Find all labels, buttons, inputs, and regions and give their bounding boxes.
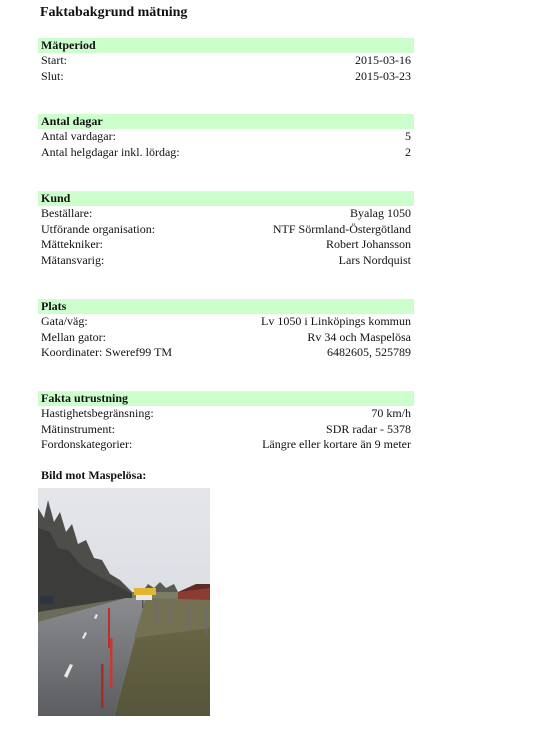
section-heading: Kund	[38, 191, 414, 206]
info-row-koordinater	[38, 345, 414, 361]
road-photo	[38, 488, 210, 716]
info-row-vardagar	[38, 129, 414, 145]
row-value: 2	[405, 144, 411, 159]
row-label: Mätinstrument:	[41, 421, 115, 436]
info-row-gata	[38, 314, 414, 330]
row-label: Mellan gator:	[41, 329, 106, 344]
section-heading: Fakta utrustning	[38, 391, 414, 406]
section-kund	[38, 191, 414, 268]
row-value: NTF Sörmland-Östergötland	[272, 221, 411, 236]
section-fakta-utrustning	[38, 391, 414, 453]
row-label: Antal vardagar:	[41, 129, 116, 143]
info-row-mattekniker	[38, 237, 414, 253]
row-label: Koordinater: Sweref99 TM	[41, 345, 173, 359]
row-label: Beställare:	[41, 206, 93, 220]
row-value: Lv 1050 i Linköpings kommun	[261, 314, 411, 328]
row-label: Hastighetsbegränsning:	[41, 406, 154, 420]
row-value: Lars Nordquist	[338, 252, 411, 267]
row-label: Fordonskategorier:	[41, 437, 133, 451]
row-value: 2015-03-23	[355, 68, 411, 83]
row-label: Slut:	[41, 68, 64, 83]
section-heading: Antal dagar	[38, 114, 414, 129]
photo-caption: Bild mot Maspelösa:	[41, 468, 147, 482]
info-row-fordonskategorier	[38, 437, 414, 453]
info-row-slut	[38, 69, 414, 85]
section-heading: Plats	[38, 299, 414, 314]
section-matperiod	[38, 38, 414, 84]
section-plats	[38, 299, 414, 361]
row-value: Rv 34 och Maspelösa	[307, 329, 411, 344]
page-title: Faktabakgrund mätning	[40, 5, 188, 20]
info-row-helgdagar	[38, 145, 414, 161]
row-value: SDR radar - 5378	[326, 421, 411, 436]
info-row-organisation	[38, 222, 414, 238]
row-label: Gata/väg:	[41, 314, 88, 328]
section-antal-dagar	[38, 114, 414, 160]
info-row-mellan-gator	[38, 330, 414, 346]
row-value: Längre eller kortare än 9 meter	[262, 437, 411, 451]
row-value: 70 km/h	[371, 406, 411, 420]
info-row-bestallare	[38, 206, 414, 222]
row-label: Start:	[41, 53, 67, 67]
info-row-matinstrument	[38, 422, 414, 438]
info-row-hastighet	[38, 406, 414, 422]
row-label: Mättekniker:	[41, 237, 103, 251]
row-label: Utförande organisation:	[41, 221, 156, 236]
row-value: 5	[405, 129, 411, 143]
row-value: 2015-03-16	[355, 53, 411, 67]
row-value: 6482605, 525789	[327, 345, 411, 359]
row-label: Mätansvarig:	[41, 252, 105, 267]
info-row-matansvarig	[38, 253, 414, 269]
row-value: Byalag 1050	[350, 206, 411, 220]
row-value: Robert Johansson	[326, 237, 411, 251]
section-heading: Mätperiod	[38, 38, 414, 53]
row-label: Antal helgdagar inkl. lördag:	[41, 144, 180, 159]
info-row-start	[38, 53, 414, 69]
